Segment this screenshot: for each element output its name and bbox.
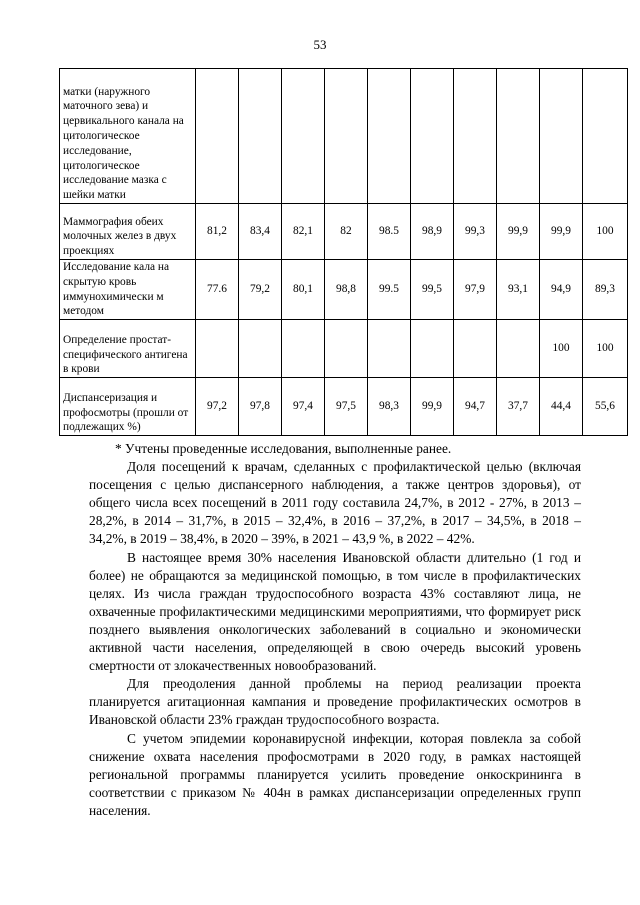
table-cell: 77.6: [196, 260, 239, 320]
table-cell: [540, 69, 583, 204]
table-cell: [196, 69, 239, 204]
table-cell: 97,5: [325, 378, 368, 436]
paragraph-visits-share: Доля посещений к врачам, сделанных с профилактической целью (включая посещения с целью диспансерного наблюдения, а также центров здоровья), от общего числа всех посещений в 2011 году составила 24,7%, в 2012 - 27%, в 2013 – 28,2%, в 2014 – 31,7%, в 2015 – 32,4%, в 2016 – 37,2%, в 2017 – 34,5%, в 2018 – 34,2%, в 2019 – 38,4%, в 2020 – 39%, в 2021 – 43,9 %, в 2022 – 42%.: [89, 459, 581, 547]
paragraph-campaign: Для преодоления данной проблемы на период реализации проекта планируется агитационная кампания и проведение профилактических осмотров в Ивановской области 23% граждан трудоспособного возраста.: [89, 676, 581, 728]
table-cell: 37,7: [497, 378, 540, 436]
table-cell: [411, 69, 454, 204]
table-row: [60, 320, 628, 378]
row-label: Определение простат-специфического антигена в крови: [60, 320, 196, 378]
table-cell: 98,3: [368, 378, 411, 436]
row-label: матки (наружного маточного зева) и цервикального канала на цитологическое исследование, цитологическое исследование мазка с шейки матки: [60, 69, 196, 204]
table-cell: 93,1: [497, 260, 540, 320]
body-text: [89, 440, 581, 820]
table-cell: 98.5: [368, 204, 411, 260]
table-cell: [282, 69, 325, 204]
table-cell: 100: [583, 204, 628, 260]
table-cell: 83,4: [239, 204, 282, 260]
table-cell: [454, 320, 497, 378]
table-cell: 97,4: [282, 378, 325, 436]
table-row: [60, 69, 628, 204]
table-cell: 82,1: [282, 204, 325, 260]
table-cell: [368, 69, 411, 204]
table-cell: 44,4: [540, 378, 583, 436]
paragraph-population: В настоящее время 30% населения Ивановской области длительно (1 год и более) не обращаются за медицинской помощью, в том числе в профилактических целях. Из числа граждан трудоспособного возраста 43% составляют лица, не охваченные профилактическими медицинскими мероприятиями, что формирует риск позднего выявления онкологических заболеваний в социально и экономически активной части населения, определяющей в свою очередь высокий уровень смертности от злокачественных новообразований.: [89, 549, 581, 674]
footnote: * Учтены проведенные исследования, выполненные ранее.: [115, 441, 452, 456]
table-cell: [497, 320, 540, 378]
table-cell: [325, 320, 368, 378]
table-cell: 94,7: [454, 378, 497, 436]
table-cell: 89,3: [583, 260, 628, 320]
table-cell: 99,3: [454, 204, 497, 260]
table-cell: 99.5: [368, 260, 411, 320]
table-cell: 99,9: [497, 204, 540, 260]
table-cell: 100: [540, 320, 583, 378]
table-cell: 94,9: [540, 260, 583, 320]
table-row: [60, 260, 628, 320]
table-cell: 99,9: [540, 204, 583, 260]
table-cell: 79,2: [239, 260, 282, 320]
table-cell: 99,5: [411, 260, 454, 320]
table-cell: 99,9: [411, 378, 454, 436]
row-label: Исследование кала на скрытую кровь иммунохимически м методом: [60, 260, 196, 320]
table-cell: 100: [583, 320, 628, 378]
table-cell: [239, 69, 282, 204]
page-number: 53: [313, 37, 327, 52]
table-cell: 98,8: [325, 260, 368, 320]
table-cell: 97,8: [239, 378, 282, 436]
screening-table: [59, 68, 628, 436]
table-cell: 97,2: [196, 378, 239, 436]
table-cell: [411, 320, 454, 378]
table-cell: 82: [325, 204, 368, 260]
table-cell: [454, 69, 497, 204]
table-cell: [282, 320, 325, 378]
table-cell: [325, 69, 368, 204]
paragraph-covid: С учетом эпидемии коронавирусной инфекции, которая повлекла за собой снижение охвата населения профосмотрами в 2020 году, в рамках настоящей региональной программы планируется усилить проведение онкоскрининга в соответствии с приказом № 404н в рамках диспансеризации определенных групп населения.: [89, 730, 581, 818]
table-cell: [368, 320, 411, 378]
row-label: Диспансеризация и профосмотры (прошли от подлежащих %): [60, 378, 196, 436]
table-cell: [239, 320, 282, 378]
table-cell: 98,9: [411, 204, 454, 260]
table-row: [60, 378, 628, 436]
table-cell: 97,9: [454, 260, 497, 320]
table-cell: 80,1: [282, 260, 325, 320]
table-row: [60, 204, 628, 260]
table-cell: [196, 320, 239, 378]
table-cell: 81,2: [196, 204, 239, 260]
row-label: Маммография обеих молочных желез в двух проекциях: [60, 204, 196, 260]
table-cell: [583, 69, 628, 204]
table-cell: [497, 69, 540, 204]
table-cell: 55,6: [583, 378, 628, 436]
